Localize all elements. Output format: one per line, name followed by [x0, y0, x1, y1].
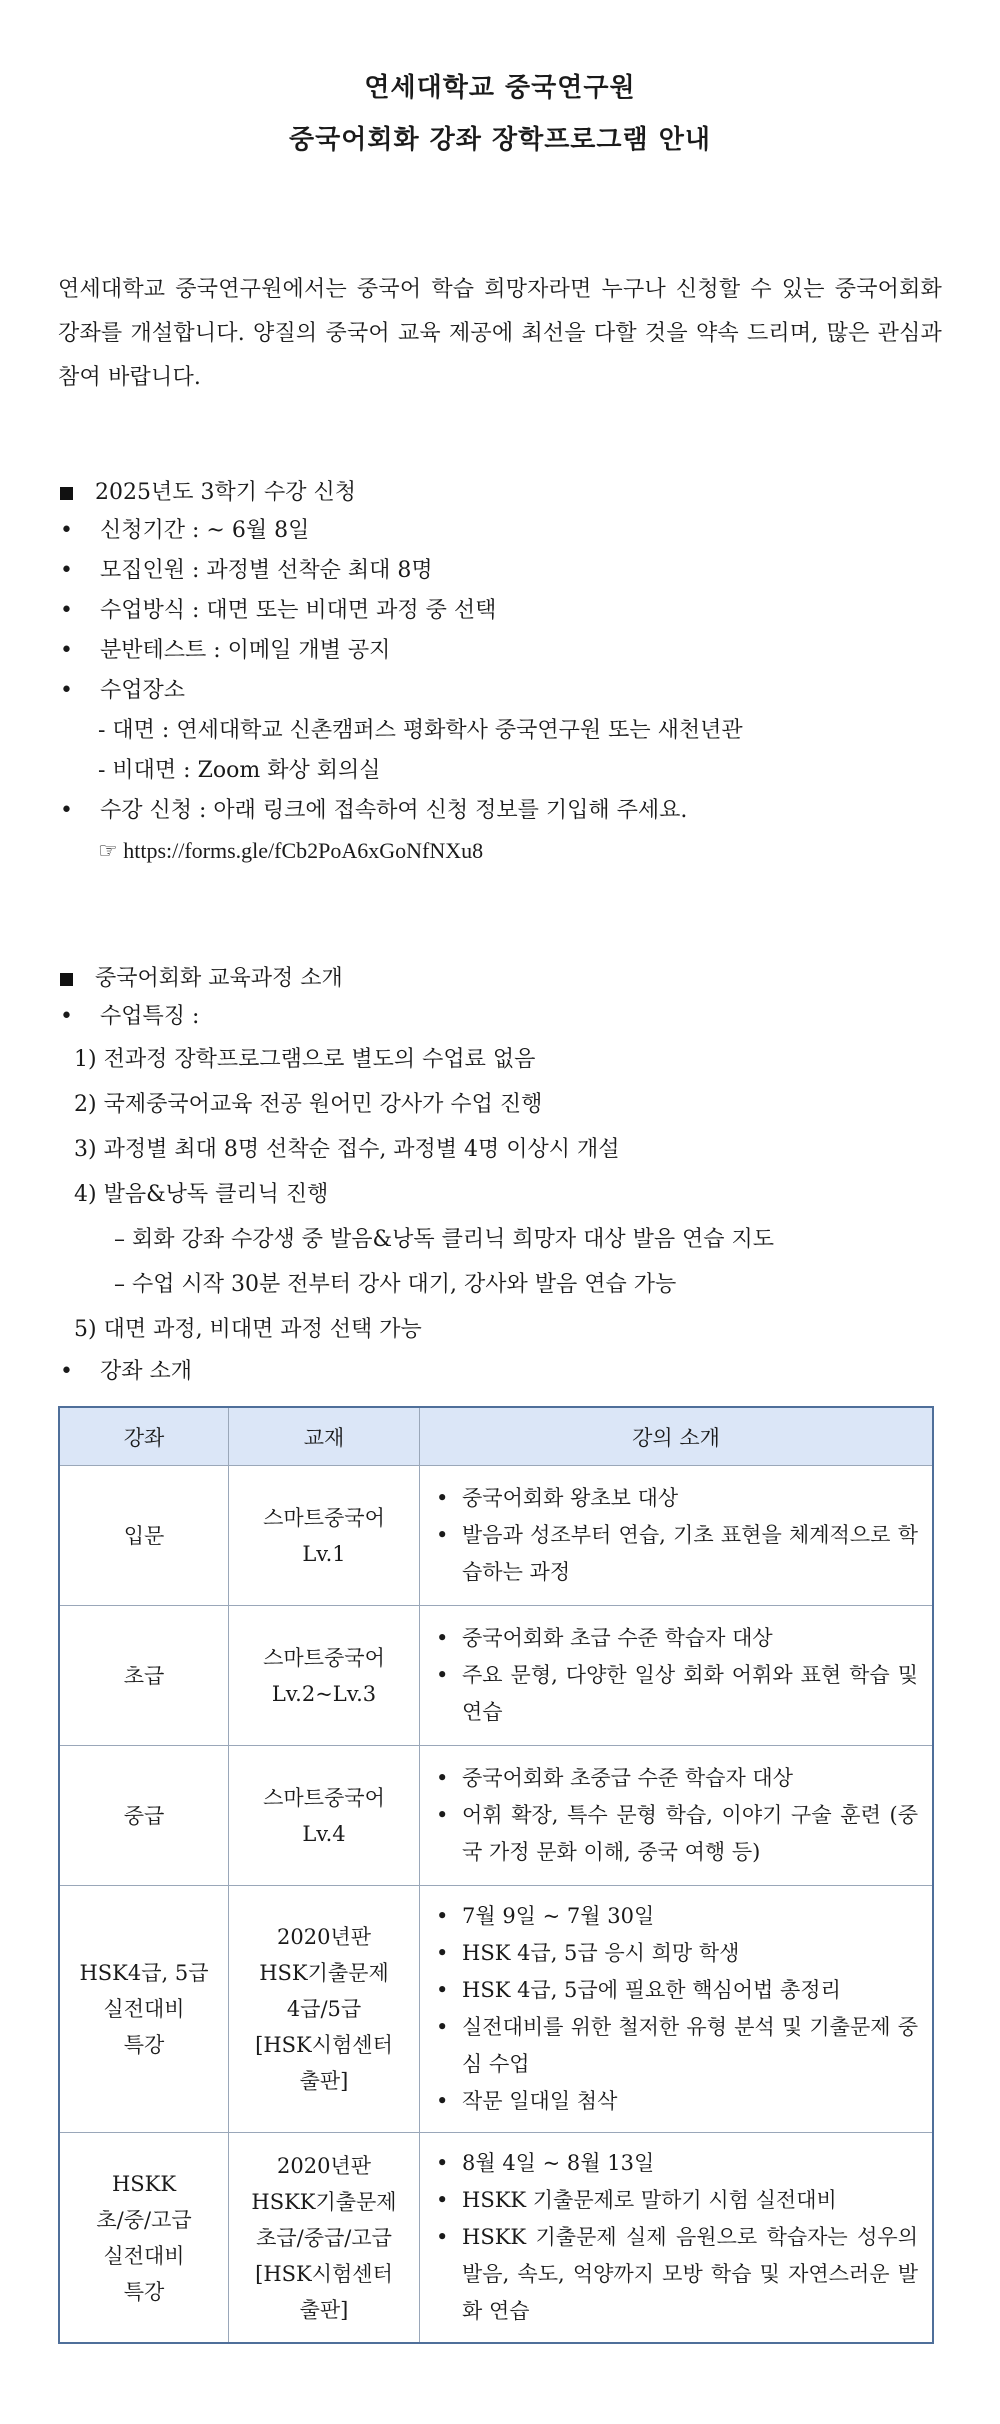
description-item: • HSKK 기출문제 실제 음원으로 학습자는 성우의 발음, 속도, 억양까지 모방 학습 및 자연스러운 발화 연습	[432, 2219, 918, 2330]
course-description	[420, 1886, 934, 2133]
book-line: 스마트중국어	[263, 1645, 385, 1670]
location-offline: - 대면 : 연세대학교 신촌캠퍼스 평화학사 중국연구원 또는 새천년관	[98, 718, 743, 743]
description-item: • 중국어회화 왕초보 대상	[432, 1480, 918, 1517]
course-name-line: HSKK	[111, 2171, 177, 2196]
title-institution: 연세대학교 중국연구원	[364, 73, 636, 103]
description-item: • HSK 4급, 5급 응시 희망 학생	[432, 1935, 918, 1972]
description-item: • 7월 9일 ~ 7월 30일	[432, 1898, 918, 1935]
description-item: • 중국어회화 초중급 수준 학습자 대상	[432, 1760, 918, 1797]
description-item: • 8월 4일 ~ 8월 13일	[432, 2145, 918, 2182]
title-block	[58, 0, 942, 166]
course-name-line: 중급	[123, 1803, 165, 1828]
book-line: 스마트중국어	[263, 1785, 385, 1810]
square-bullet-icon	[60, 487, 73, 500]
course-book	[229, 2133, 420, 2344]
registration-list	[58, 511, 942, 711]
description-item: • 실전대비를 위한 철저한 유형 분석 및 기출문제 중심 수업	[432, 2009, 918, 2083]
list-item-placement: • 분반테스트 : 이메일 개별 공지	[58, 631, 942, 671]
book-line: 출판]	[299, 2069, 349, 2093]
course-name	[59, 1466, 229, 1606]
course-description	[420, 1606, 934, 1746]
header-description: 강의 소개	[420, 1407, 934, 1466]
section-curriculum-title: 중국어회화 교육과정 소개	[95, 966, 343, 991]
course-book	[229, 1886, 420, 2133]
course-name	[59, 1746, 229, 1886]
list-item-apply: • 수강 신청 : 아래 링크에 접속하여 신청 정보를 기입해 주세요.	[58, 791, 942, 831]
table-row	[59, 1746, 933, 1886]
book-line: 출판]	[299, 2297, 349, 2322]
list-item-recruit: • 모집인원 : 과정별 선착순 최대 8명	[58, 551, 942, 591]
course-name	[59, 1886, 229, 2133]
location-label: 수업장소	[100, 678, 186, 703]
course-name-line: 특강	[123, 2033, 165, 2057]
course-book	[229, 1746, 420, 1886]
course-description	[420, 2133, 934, 2344]
feature-3: 3) 과정별 최대 8명 선착순 접수, 과정별 4명 이상시 개설	[74, 1137, 620, 1162]
application-link[interactable]: ☞ https://forms.gle/fCb2PoA6xGoNfNXu8	[98, 838, 484, 863]
description-item: • 어휘 확장, 특수 문형 학습, 이야기 구술 훈련 (중국 가정 문화 이해, 중국 여행 등)	[432, 1797, 918, 1871]
description-item: • 작문 일대일 첨삭	[432, 2083, 918, 2120]
table-row	[59, 2133, 933, 2344]
location-online: - 비대면 : Zoom 화상 회의실	[98, 758, 381, 783]
book-line: Lv.2~Lv.3	[271, 1681, 377, 1706]
course-name-line: 특강	[123, 2279, 165, 2304]
courses-table	[58, 1406, 934, 2344]
intro-paragraph: 연세대학교 중국연구원에서는 중국어 학습 희망자라면 누구나 신청할 수 있는 중국어회화 강좌를 개설합니다. 양질의 중국어 교육 제공에 최선을 다할 것을 약속 드리며, 많은 관심과 참여 바랍니다.	[58, 277, 942, 390]
section-registration-heading	[58, 475, 942, 511]
list-item-features: • 수업특징 :	[58, 997, 942, 1037]
courses-list	[58, 1352, 942, 1392]
description-item: • 발음과 성조부터 연습, 기초 표현을 체계적으로 학습하는 과정	[432, 1517, 918, 1591]
table-header-row	[59, 1407, 933, 1466]
book-line: [HSK시험센터	[255, 2261, 393, 2286]
description-item: • HSKK 기출문제로 말하기 시험 실전대비	[432, 2182, 918, 2219]
apply-list	[58, 791, 942, 831]
course-name	[59, 2133, 229, 2344]
book-line: 초급/중급/고급	[256, 2225, 392, 2250]
course-book	[229, 1606, 420, 1746]
features-list	[58, 997, 942, 1037]
book-line: 2020년판	[276, 1925, 371, 1949]
course-name-line: HSK4급, 5급	[79, 1961, 209, 1985]
book-line: Lv.1	[302, 1541, 346, 1566]
course-name-line: 실전대비	[103, 2243, 185, 2268]
list-item-courses: • 강좌 소개	[58, 1352, 942, 1392]
square-bullet-icon	[60, 973, 73, 986]
course-description	[420, 1466, 934, 1606]
feature-2: 2) 국제중국어교육 전공 원어민 강사가 수업 진행	[74, 1092, 543, 1117]
description-item: • 중국어회화 초급 수준 학습자 대상	[432, 1620, 918, 1657]
table-row	[59, 1466, 933, 1606]
book-line: 스마트중국어	[263, 1505, 385, 1530]
course-name-line: 초급	[123, 1663, 165, 1688]
feature-4-detail-b: – 수업 시작 30분 전부터 강사 대기, 강사와 발음 연습 가능	[114, 1272, 677, 1297]
feature-5: 5) 대면 과정, 비대면 과정 선택 가능	[74, 1317, 422, 1342]
list-item-period: • 신청기간 : ~ 6월 8일	[58, 511, 942, 551]
header-course: 강좌	[59, 1407, 229, 1466]
book-line: HSKK기출문제	[251, 2189, 397, 2214]
course-name-line: 입문	[123, 1523, 165, 1548]
book-line: 2020년판	[276, 2153, 371, 2178]
header-textbook: 교재	[229, 1407, 420, 1466]
table-row	[59, 1886, 933, 2133]
feature-4: 4) 발음&낭독 클리닉 진행	[74, 1182, 329, 1207]
book-line: [HSK시험센터	[255, 2033, 393, 2057]
book-line: Lv.4	[302, 1821, 346, 1846]
feature-4-detail-a: – 회화 강좌 수강생 중 발음&낭독 클리닉 희망자 대상 발음 연습 지도	[114, 1227, 775, 1252]
description-item: • 주요 문형, 다양한 일상 회화 어휘와 표현 학습 및 연습	[432, 1657, 918, 1731]
course-name-line: 실전대비	[103, 1997, 185, 2021]
title-program: 중국어회화 강좌 장학프로그램 안내	[289, 125, 711, 155]
book-line: 4급/5급	[286, 1997, 362, 2021]
feature-1: 1) 전과정 장학프로그램으로 별도의 수업료 없음	[74, 1047, 536, 1072]
course-book	[229, 1466, 420, 1606]
book-line: HSK기출문제	[259, 1961, 389, 1985]
description-item: • HSK 4급, 5급에 필요한 핵심어법 총정리	[432, 1972, 918, 2009]
course-name	[59, 1606, 229, 1746]
section-registration-title: 2025년도 3학기 수강 신청	[95, 480, 356, 505]
section-curriculum-heading	[58, 961, 942, 997]
table-row	[59, 1606, 933, 1746]
list-item-location	[58, 671, 942, 711]
course-description	[420, 1746, 934, 1886]
list-item-method: • 수업방식 : 대면 또는 비대면 과정 중 선택	[58, 591, 942, 631]
course-name-line: 초/중/고급	[96, 2207, 192, 2232]
